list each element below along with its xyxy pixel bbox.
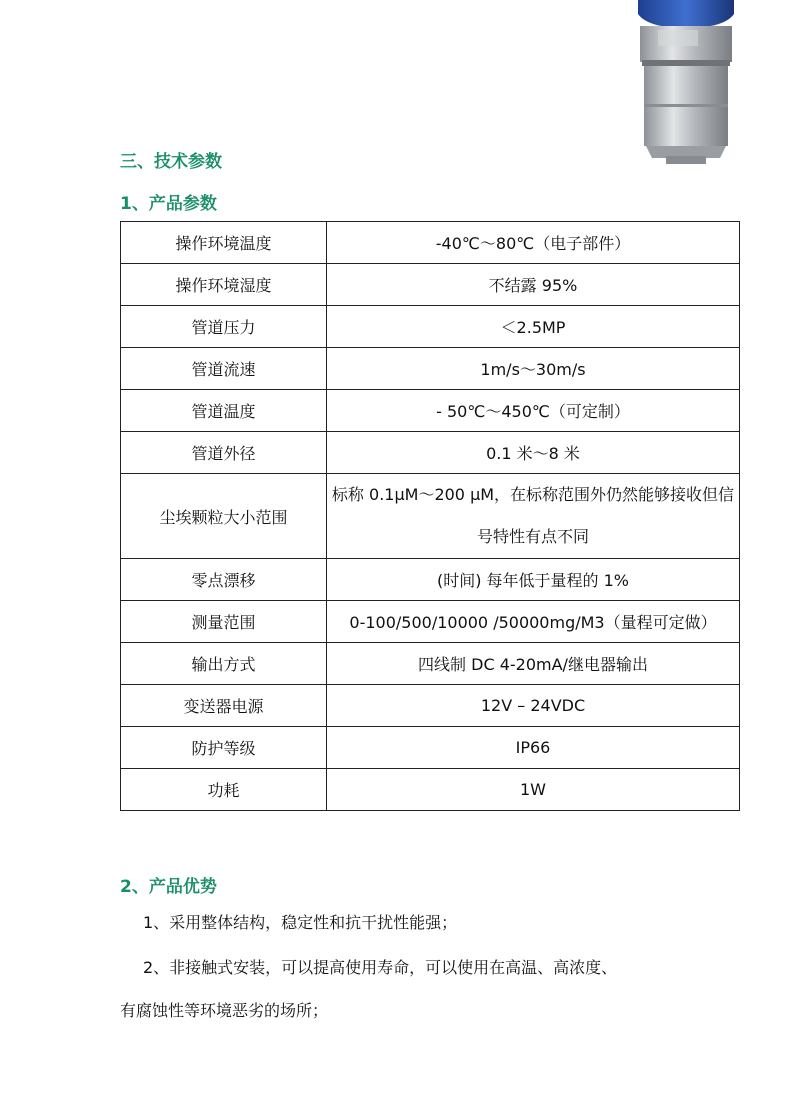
spec-value: ＜2.5MP <box>327 306 740 348</box>
spec-label: 变送器电源 <box>121 685 327 727</box>
table-row <box>121 264 740 306</box>
advantage-item-2: 2、非接触式安装，可以提高使用寿命，可以使用在高温、高浓度、 <box>143 958 618 977</box>
spec-label: 操作环境温度 <box>121 222 327 264</box>
table-row <box>121 769 740 811</box>
spec-value: 12V – 24VDC <box>327 685 740 727</box>
section-heading: 三、技术参数 <box>120 152 222 172</box>
advantage-item-2-continued: 有腐蚀性等环境恶劣的场所； <box>120 1001 329 1020</box>
spec-value: 不结露 95% <box>327 264 740 306</box>
advantage-item-1: 1、采用整体结构，稳定性和抗干扰性能强； <box>143 913 458 932</box>
table-row <box>121 222 740 264</box>
table-row <box>121 727 740 769</box>
spec-value: 四线制 DC 4-20mA/继电器输出 <box>327 643 740 685</box>
spec-label: 管道压力 <box>121 306 327 348</box>
spec-value: -40℃～80℃（电子部件） <box>327 222 740 264</box>
product-params-heading: 1、产品参数 <box>120 194 217 214</box>
table-row <box>121 390 740 432</box>
spec-label: 操作环境湿度 <box>121 264 327 306</box>
table-row <box>121 432 740 474</box>
spec-value: 1m/s～30m/s <box>327 348 740 390</box>
spec-value: IP66 <box>327 727 740 769</box>
spec-label: 管道流速 <box>121 348 327 390</box>
spec-value: - 50℃～450℃（可定制） <box>327 390 740 432</box>
table-row <box>121 306 740 348</box>
spec-value: 0-100/500/10000 /50000mg/M3（量程可定做） <box>327 601 740 643</box>
table-row <box>121 601 740 643</box>
spec-value: 0.1 米～8 米 <box>327 432 740 474</box>
spec-label: 管道温度 <box>121 390 327 432</box>
table-row <box>121 643 740 685</box>
table-row <box>121 559 740 601</box>
spec-label: 防护等级 <box>121 727 327 769</box>
spec-label: 功耗 <box>121 769 327 811</box>
spec-value: (时间) 每年低于量程的 1% <box>327 559 740 601</box>
spec-label: 管道外径 <box>121 432 327 474</box>
sensor-product-image <box>628 0 744 164</box>
spec-label: 尘埃颗粒大小范围 <box>121 474 327 559</box>
spec-label: 测量范围 <box>121 601 327 643</box>
table-row <box>121 348 740 390</box>
table-row <box>121 474 740 559</box>
spec-value: 标称 0.1μM～200 μM，在标称范围外仍然能够接收但信号特性有点不同 <box>327 474 740 559</box>
spec-value: 1W <box>327 769 740 811</box>
spec-label: 输出方式 <box>121 643 327 685</box>
table-row <box>121 685 740 727</box>
spec-table <box>120 221 740 811</box>
spec-label: 零点漂移 <box>121 559 327 601</box>
product-advantages-heading: 2、产品优势 <box>120 877 217 897</box>
